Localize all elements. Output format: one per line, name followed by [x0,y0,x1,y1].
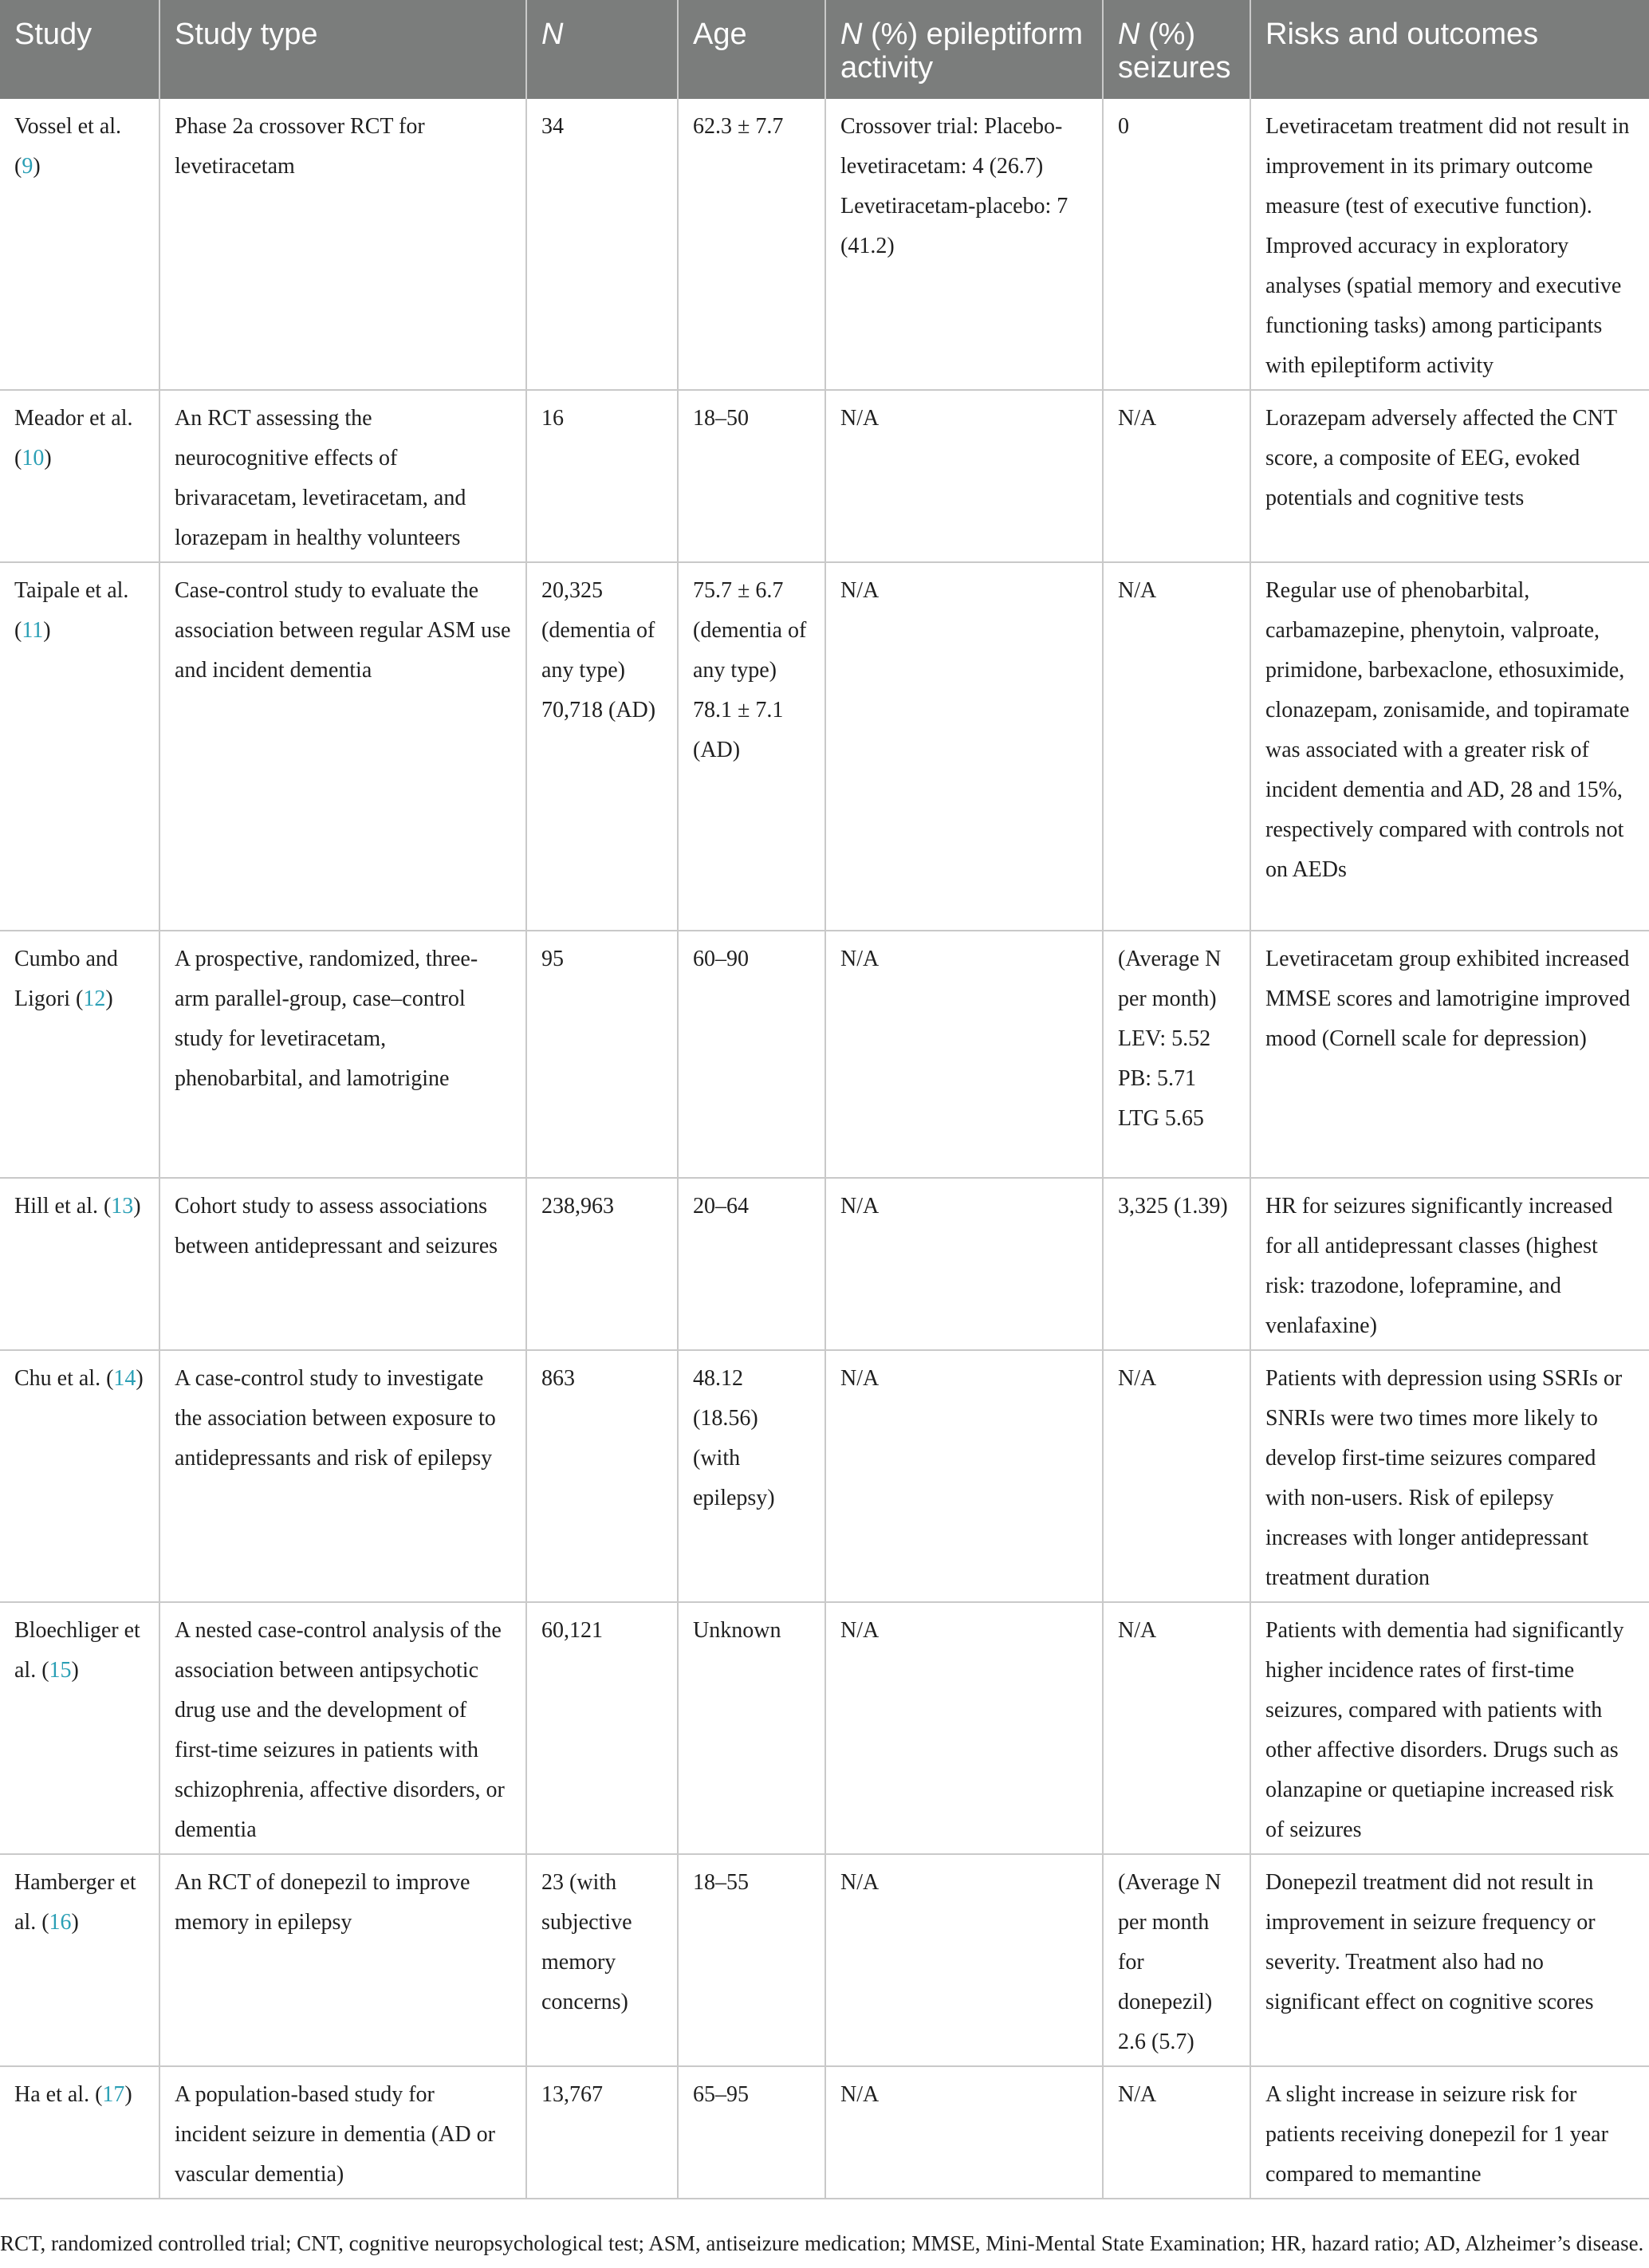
cell-age: Unknown [678,1602,825,1854]
study-name-end: ) [33,154,41,179]
table-header [0,0,1649,99]
table-body [0,99,1649,2199]
cell-seizures: N/A [1103,1350,1250,1602]
cell-age: 60–90 [678,931,825,1178]
cell-risks: HR for seizures significantly increased for all antidepressant classes (highest risk: trazodone, lofepramine, and venlafaxine) [1250,1178,1649,1350]
cell-n: 60,121 [526,1602,678,1854]
study-name-end: ) [71,1658,79,1683]
cell-study-type: A population-based study for incident seizure in dementia (AD or vascular dementia) [159,2066,526,2199]
table-row [0,390,1649,562]
table-row [0,99,1649,390]
age-line: 75.7 ± 6.7 (dementia of any type) [693,578,807,683]
table-row [0,562,1649,931]
cell-age [678,562,825,931]
table-row [0,1350,1649,1602]
cell-seizures: N/A [1103,1602,1250,1854]
cell-epileptiform: N/A [825,1178,1103,1350]
table-row [0,1178,1649,1350]
cell-study-type: Case-control study to evaluate the association between regular ASM use and incident dementia [159,562,526,931]
cell-risks: Levetiracetam treatment did not result in improvement in its primary outcome measure (test of executive function). Improved accuracy in exploratory analyses (spatial memory and executive functioning tasks) among participants with epileptiform activity [1250,99,1649,390]
cell-risks: Lorazepam adversely affected the CNT score, a composite of EEG, evoked potentials and cognitive tests [1250,390,1649,562]
cell-age: 62.3 ± 7.7 [678,99,825,390]
cell-age: 65–95 [678,2066,825,2199]
cell-study-type: An RCT assessing the neurocognitive effects of brivaracetam, levetiracetam, and lorazepam in healthy volunteers [159,390,526,562]
study-name-end: ) [136,1366,144,1391]
study-name: Bloechliger et al. ( [14,1618,140,1683]
reference-link[interactable]: 16 [49,1910,72,1935]
reference-link[interactable]: 13 [111,1194,134,1219]
cell-n: 863 [526,1350,678,1602]
cell-epileptiform: N/A [825,562,1103,931]
study-name: Ha et al. ( [14,2082,103,2107]
cell-n: 23 (with subjective memory concerns) [526,1854,678,2066]
cell-seizures: N/A [1103,390,1250,562]
cell-study-type: Cohort study to assess associations between antidepressant and seizures [159,1178,526,1350]
study-name: Hamberger et al. ( [14,1870,136,1935]
cell-epileptiform: N/A [825,1602,1103,1854]
header-study-type [159,0,526,99]
cell-seizures: 3,325 (1.39) [1103,1178,1250,1350]
cell-n [526,562,678,931]
cell-seizures: 0 [1103,99,1250,390]
study-name-end: ) [71,1910,79,1935]
cell-study [0,1178,159,1350]
cell-study [0,1854,159,2066]
cell-epileptiform: N/A [825,390,1103,562]
cell-risks: Patients with depression using SSRIs or SNRIs were two times more likely to develop first-time seizures compared with non-users. Risk of epilepsy increases with longer antidepressant treatment duration [1250,1350,1649,1602]
table-row [0,1854,1649,2066]
study-name-end: ) [133,1194,141,1219]
epileptiform-line: Levetiracetam-placebo: 7 (41.2) [840,194,1069,258]
cell-study [0,1602,159,1854]
header-study-type-label: Study type [175,18,318,51]
cell-n: 16 [526,390,678,562]
cell-seizures: N/A [1103,562,1250,931]
header-age-label: Age [693,18,747,51]
cell-age: 18–50 [678,390,825,562]
reference-link[interactable]: 12 [83,986,106,1011]
cell-study [0,931,159,1178]
cell-epileptiform: N/A [825,1854,1103,2066]
cell-risks: Donepezil treatment did not result in improvement in seizure frequency or severity. Treatment also had no significant effect on cognitive scores [1250,1854,1649,2066]
table-row [0,1602,1649,1854]
cell-n: 238,963 [526,1178,678,1350]
study-name-end: ) [124,2082,132,2107]
cell-study [0,1350,159,1602]
header-n-label: N [541,18,564,51]
cell-study-type: A nested case-control analysis of the association between antipsychotic drug use and the development of first-time seizures in patients with schizophrenia, affective disorders, or dementia [159,1602,526,1854]
study-name-end: ) [105,986,113,1011]
header-study-label: Study [14,18,92,51]
cell-risks: A slight increase in seizure risk for patients receiving donepezil for 1 year compared to memantine [1250,2066,1649,2199]
cell-seizures: N/A [1103,2066,1250,2199]
reference-link[interactable]: 17 [102,2082,125,2107]
header-epileptiform-label: (%) epileptiform activity [840,18,1084,85]
reference-link[interactable]: 9 [22,154,33,179]
n-line: 20,325 (dementia of any type) [541,578,655,683]
n-line: 70,718 (AD) [541,698,656,723]
table-row [0,2066,1649,2199]
cell-risks: Regular use of phenobarbital, carbamazepine, phenytoin, valproate, primidone, barbexaclone, ethosuximide, clonazepam, zonisamide, and topiramate was associated with a greater risk of incident dementia and AD, 28 and 15%, respectively compared with controls not on AEDs [1250,562,1649,931]
cell-seizures: (Average N per month for donepezil) 2.6 (5.7) [1103,1854,1250,2066]
cell-risks: Patients with dementia had significantly higher incidence rates of first-time seizures, compared with patients with other affective disorders. Drugs such as olanzapine or quetiapine increased risk of seizures [1250,1602,1649,1854]
header-age [678,0,825,99]
table-row [0,931,1649,1178]
cell-seizures: (Average N per month) LEV: 5.52 PB: 5.71 LTG 5.65 [1103,931,1250,1178]
reference-link[interactable]: 10 [22,446,45,471]
cell-study-type: A prospective, randomized, three-arm parallel-group, case–control study for levetiracetam, phenobarbital, and lamotrigine [159,931,526,1178]
header-seizures [1103,0,1250,99]
header-risks [1250,0,1649,99]
cell-n: 95 [526,931,678,1178]
cell-risks: Levetiracetam group exhibited increased MMSE scores and lamotrigine improved mood (Cornell scale for depression) [1250,931,1649,1178]
study-name: Cumbo and Ligori ( [14,947,118,1011]
header-row [0,0,1649,99]
cell-study [0,99,159,390]
cell-epileptiform: N/A [825,931,1103,1178]
cell-study-type: An RCT of donepezil to improve memory in epilepsy [159,1854,526,2066]
cell-epileptiform: N/A [825,2066,1103,2199]
epileptiform-line: Crossover trial: Placebo-levetiracetam: 4 (26.7) [840,114,1063,179]
header-seizures-label: (%) seizures [1118,18,1231,85]
header-epileptiform-n: N [840,18,863,51]
reference-link[interactable]: 11 [22,618,44,643]
table-footnote: RCT, randomized controlled trial; CNT, cognitive neuropsychological test; ASM, antiseizure medication; MMSE, Mini-Mental State Examination; HR, hazard ratio; AD, Alzheimer’s disease. [0,2231,1644,2255]
header-seizures-n: N [1118,18,1140,51]
cell-age: 18–55 [678,1854,825,2066]
header-n [526,0,678,99]
study-name: Meador et al. ( [14,406,133,471]
cell-epileptiform [825,99,1103,390]
header-risks-label: Risks and outcomes [1265,18,1539,51]
cell-n: 13,767 [526,2066,678,2199]
study-name-end: ) [44,446,52,471]
header-epileptiform [825,0,1103,99]
cell-n: 34 [526,99,678,390]
cell-study [0,2066,159,2199]
cell-age: 20–64 [678,1178,825,1350]
cell-study-type: A case-control study to investigate the association between exposure to antidepressants and risk of epilepsy [159,1350,526,1602]
cell-epileptiform: N/A [825,1350,1103,1602]
study-name-end: ) [43,618,51,643]
header-study [0,0,159,99]
reference-link[interactable]: 14 [113,1366,136,1391]
age-line: 78.1 ± 7.1 (AD) [693,698,784,762]
study-name: Taipale et al. ( [14,578,129,643]
cell-study [0,562,159,931]
cell-study [0,390,159,562]
study-name: Vossel et al. ( [14,114,122,179]
reference-link[interactable]: 15 [49,1658,72,1683]
study-name: Hill et al. ( [14,1194,112,1219]
cell-age: 48.12 (18.56) (with epilepsy) [678,1350,825,1602]
cell-study-type: Phase 2a crossover RCT for levetiracetam [159,99,526,390]
study-name: Chu et al. ( [14,1366,114,1391]
